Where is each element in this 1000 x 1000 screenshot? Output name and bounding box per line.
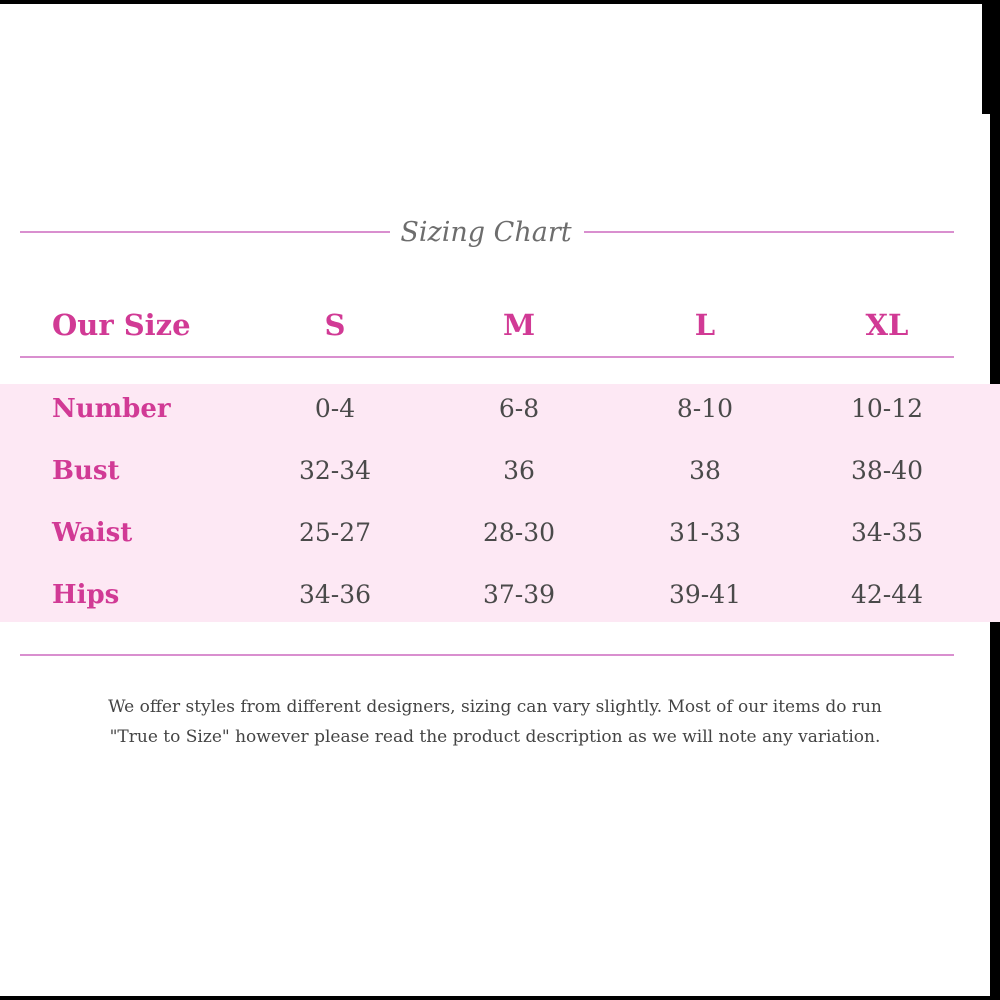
table-row [0,446,1000,496]
table-cell: 28-30 [482,518,556,547]
table-cell: 38 [689,456,721,485]
title-rule-right [584,231,954,233]
table-cell: 39-41 [668,580,742,609]
table-cell: 10-12 [850,394,924,423]
table-cell: 38-40 [850,456,924,485]
size-column-header: S [324,308,346,342]
sizing-note-line: We offer styles from different designers, sizing can vary slightly. Most of our items do run [108,697,882,717]
size-header-row [0,300,1000,350]
corner-mark [982,4,990,114]
table-cell: 34-35 [850,518,924,547]
sizing-note [60,692,930,752]
size-column-header: L [694,308,716,342]
row-label: Bust [52,456,120,486]
header-label: Our Size [52,308,191,342]
sizing-chart-page [0,4,990,996]
table-cell: 8-10 [676,394,734,423]
table-cell: 34-36 [298,580,372,609]
row-label: Waist [52,518,133,548]
table-cell: 6-8 [498,394,540,423]
sizing-note-line: "True to Size" however please read the product description as we will note any variation. [109,727,881,747]
chart-title-row [20,210,954,254]
chart-title: Sizing Chart [400,216,572,248]
title-rule-left [20,231,390,233]
table-cell: 25-27 [298,518,372,547]
table-cell: 36 [503,456,535,485]
table-cell: 42-44 [850,580,924,609]
row-label: Number [52,394,171,424]
size-column-header: XL [865,308,909,342]
table-cell: 32-34 [298,456,372,485]
table-row [0,384,1000,434]
table-cell: 37-39 [482,580,556,609]
table-row [0,508,1000,558]
row-label: Hips [52,580,120,610]
table-cell: 31-33 [668,518,742,547]
size-column-header: M [502,308,536,342]
header-divider [20,356,954,358]
table-bottom-divider [20,654,954,656]
table-row [0,570,1000,620]
table-cell: 0-4 [314,394,356,423]
